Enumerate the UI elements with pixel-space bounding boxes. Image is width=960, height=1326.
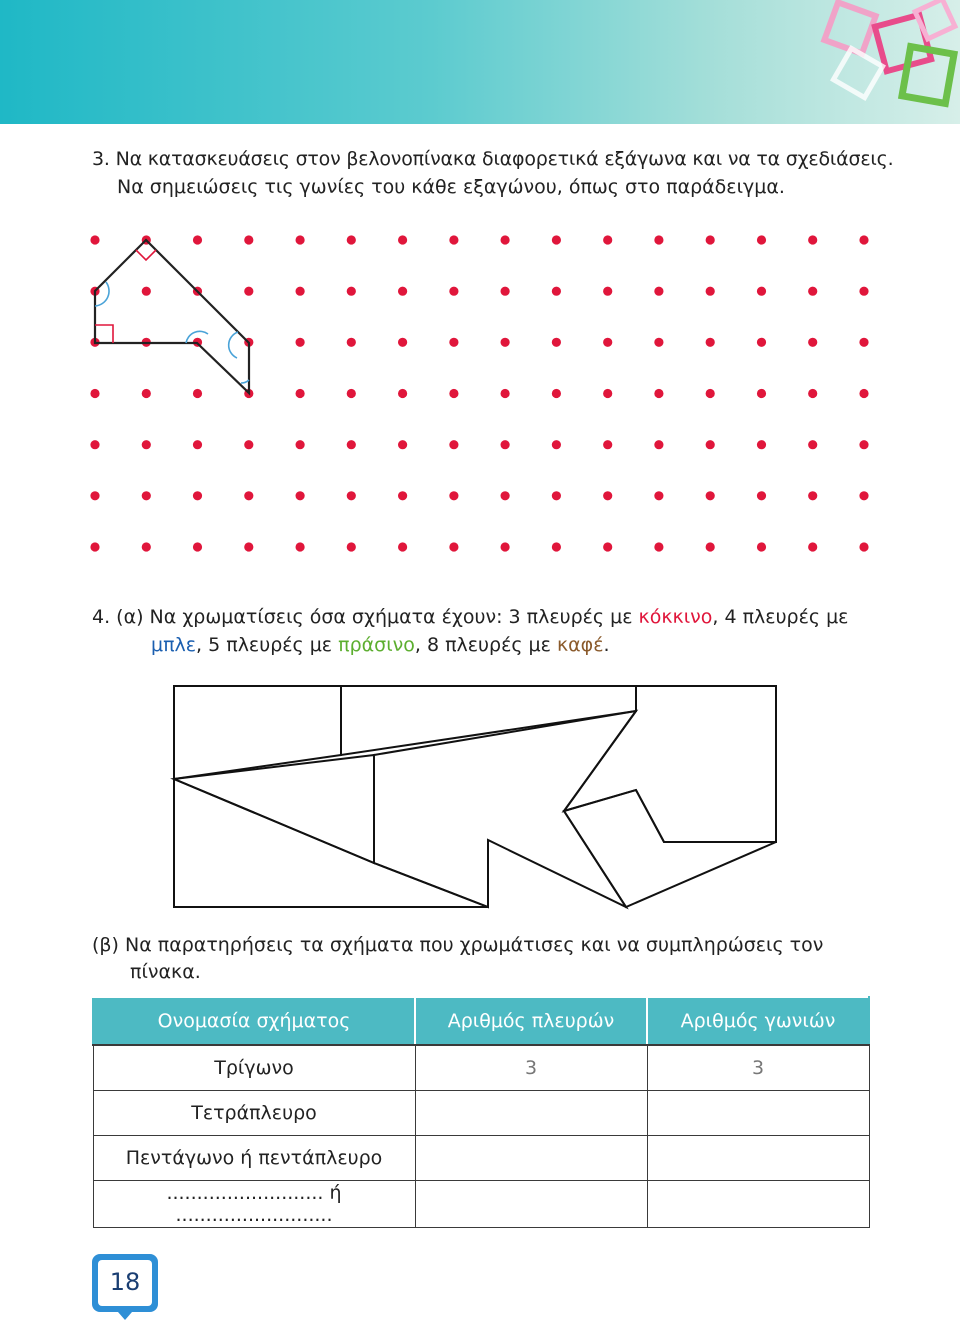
q4a-text-2: , 4 πλευρές με (712, 606, 849, 628)
cell-sides[interactable] (415, 1136, 647, 1181)
cell-sides[interactable] (415, 1181, 647, 1228)
question-4b-line-1: (β) Να παρατηρήσεις τα σχήματα που χρωμάτισες και να συμπληρώσεις τον (92, 934, 824, 956)
shape-top-middle (341, 686, 636, 755)
header-shape-name: Ονομασία σχήματος (93, 997, 415, 1045)
word-green: πράσινο (338, 634, 415, 656)
page-number: 18 (109, 1268, 141, 1296)
cell-name: Πεντάγωνο ή πεντάπλευρο (93, 1136, 415, 1181)
table-row (93, 1181, 869, 1228)
cell-name: Τρίγωνο (93, 1045, 415, 1091)
cell-angles[interactable] (647, 1181, 869, 1228)
answer-table (92, 996, 870, 1228)
q4a-text-1: 4. (α) Να χρωματίσεις όσα σχήματα έχουν: 3 πλευρές με (92, 606, 639, 628)
table-row (93, 1136, 869, 1181)
question-3-line-2: Να σημειώσεις τις γωνίες του κάθε εξαγώνου, όπως στο παράδειγμα. (117, 176, 785, 198)
shape-top-right (564, 686, 776, 842)
table-row (93, 1091, 869, 1136)
cell-sides[interactable]: 3 (415, 1045, 647, 1091)
cell-sides[interactable] (415, 1091, 647, 1136)
cell-name-blank[interactable]: .......................... ή .......................... (93, 1181, 415, 1228)
q4a-text-4: , 8 πλευρές με (414, 634, 557, 656)
cell-name: Τετράπλευρο (93, 1091, 415, 1136)
shape-bottom-right (564, 790, 776, 907)
header-angles: Αριθμός γωνιών (647, 997, 869, 1045)
word-red: κόκκινο (638, 606, 713, 628)
cell-angles[interactable] (647, 1091, 869, 1136)
shape-top-left-pentagon (174, 686, 341, 779)
shape-middle-big (374, 711, 636, 907)
word-brown: καφέ (556, 634, 604, 656)
header-sides: Αριθμός πλευρών (415, 997, 647, 1045)
word-blue: μπλε (151, 634, 197, 656)
question-4b-line-2: πίνακα. (130, 961, 201, 983)
question-3-line-1: 3. Να κατασκευάσεις στον βελονοπίνακα διαφορετικά εξάγωνα και να τα σχεδιάσεις. (92, 148, 894, 170)
table-header-row (93, 997, 869, 1045)
cell-angles[interactable] (647, 1136, 869, 1181)
q4a-text-5: . (603, 634, 610, 656)
shape-left-triangle (174, 755, 374, 863)
q4a-text-3: , 5 πλευρές με (196, 634, 339, 656)
table-row (93, 1045, 869, 1091)
cell-angles[interactable]: 3 (647, 1045, 869, 1091)
